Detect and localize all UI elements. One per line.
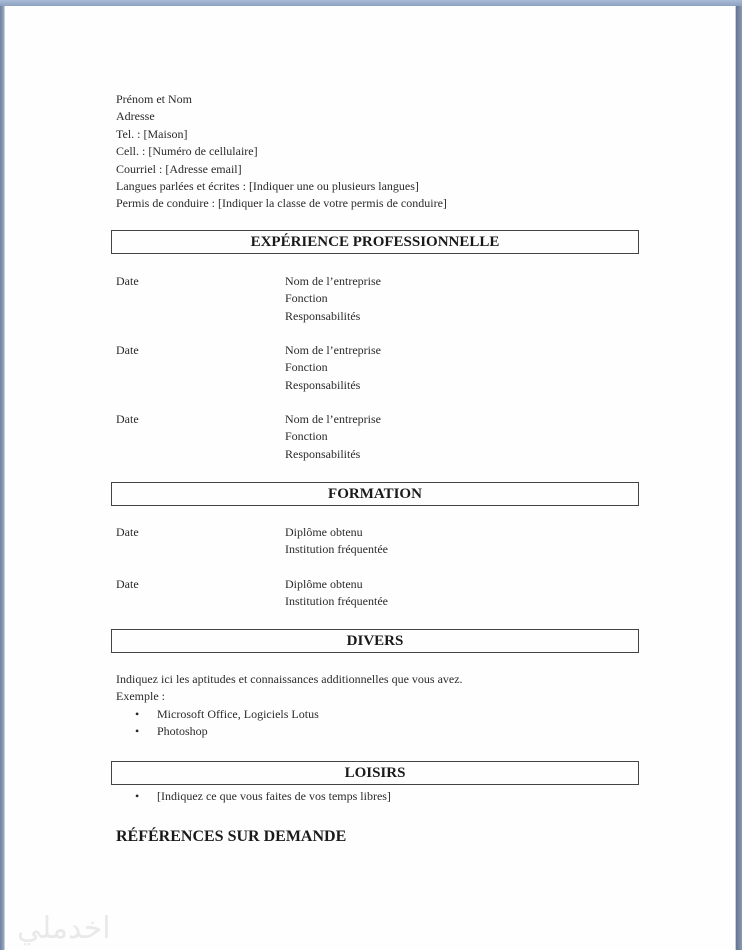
bullet-icon: • <box>135 707 140 721</box>
entry-duties: Responsabilités <box>285 377 361 392</box>
contact-address: Adresse <box>116 109 155 124</box>
contact-phone: Tel. : [Maison] <box>116 126 188 141</box>
entry-role: Fonction <box>285 291 328 306</box>
entry-duties: Responsabilités <box>285 308 361 323</box>
list-item <box>135 723 319 740</box>
entry-company: Nom de l’entreprise <box>285 343 381 357</box>
entry-date: Date <box>116 577 139 591</box>
list-item-text: [Indiquez ce que vous faites de vos temps libres] <box>157 789 391 803</box>
section-heading-loisirs: LOISIRS <box>111 761 639 785</box>
entry-institution: Institution fréquentée <box>285 594 388 609</box>
contact-license: Permis de conduire : [Indiquer la classe de votre permis de conduire] <box>116 196 447 211</box>
entry-role: Fonction <box>285 360 328 375</box>
divers-intro: Indiquez ici les aptitudes et connaissances additionnelles que vous avez. <box>116 672 463 686</box>
entry-company: Nom de l’entreprise <box>285 412 381 426</box>
document-page <box>4 6 736 950</box>
window-right-border <box>735 6 742 950</box>
entry-date: Date <box>116 412 139 426</box>
contact-email: Courriel : [Adresse email] <box>116 161 242 176</box>
list-item <box>135 706 319 723</box>
watermark-logo: اخدملي <box>17 911 111 946</box>
contact-cell: Cell. : [Numéro de cellulaire] <box>116 144 258 159</box>
entry-role: Fonction <box>285 429 328 444</box>
bullet-icon: • <box>135 724 140 739</box>
list-item <box>135 788 391 805</box>
divers-list <box>135 706 319 741</box>
section-heading-divers: DIVERS <box>111 629 639 653</box>
list-item-text: Photoshop <box>157 724 208 739</box>
bullet-icon: • <box>135 789 140 803</box>
contact-languages: Langues parlées et écrites : [Indiquer une ou plusieurs langues] <box>116 179 419 194</box>
entry-date: Date <box>116 525 139 539</box>
entry-degree: Diplôme obtenu <box>285 525 363 539</box>
section-heading-formation: FORMATION <box>111 482 639 506</box>
entry-date: Date <box>116 274 139 288</box>
entry-date: Date <box>116 343 139 357</box>
divers-example-label: Exemple : <box>116 689 165 704</box>
divers-text <box>116 671 463 706</box>
entry-degree: Diplôme obtenu <box>285 577 363 591</box>
entry-institution: Institution fréquentée <box>285 542 388 557</box>
entry-company: Nom de l’entreprise <box>285 274 381 288</box>
entry-duties: Responsabilités <box>285 446 361 461</box>
loisirs-list <box>135 788 391 805</box>
section-heading-experience: EXPÉRIENCE PROFESSIONNELLE <box>111 230 639 254</box>
contact-block <box>116 91 447 213</box>
list-item-text: Microsoft Office, Logiciels Lotus <box>157 707 319 721</box>
references-heading: RÉFÉRENCES SUR DEMANDE <box>116 828 347 845</box>
contact-name: Prénom et Nom <box>116 92 192 106</box>
